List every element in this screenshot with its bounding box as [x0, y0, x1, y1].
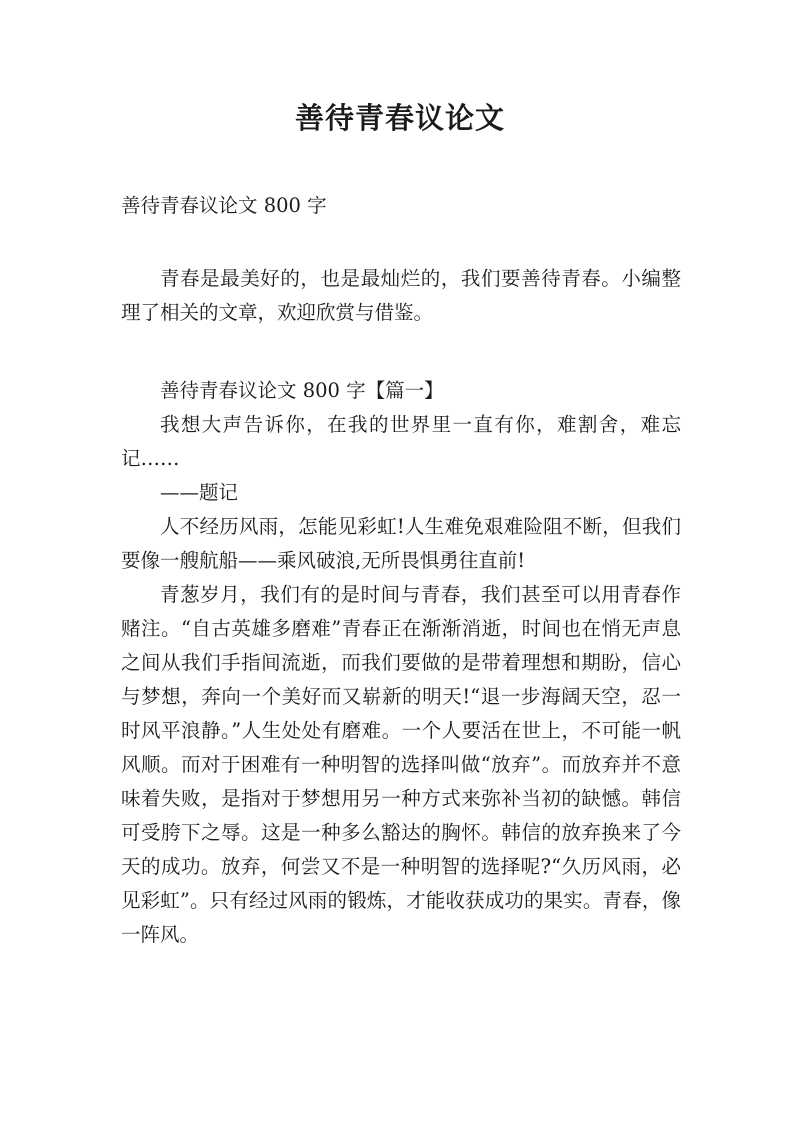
section-heading: 善待青春议论文 800 字【篇一】	[160, 379, 444, 402]
body-paragraph: 人不经历风雨，怎能见彩虹!人生难免艰难险阻不断，但我们要像一艘航船——乘风破浪,无所畏惧勇往直前!	[121, 515, 681, 572]
intro-block	[121, 262, 681, 330]
epigraph-note: ——题记	[160, 481, 239, 504]
section-block	[121, 374, 681, 952]
body-paragraph: 我想大声告诉你，在我的世界里一直有你，难割舍，难忘记……	[121, 413, 681, 470]
body-paragraph: 青葱岁月，我们有的是时间与青春，我们甚至可以用青春作赌注。“自古英雄多磨难”青春正在渐渐消逝，时间也在悄无声息之间从我们手指间流逝，而我们要做的是带着理想和期盼，信心与梦想，奔向一个美好而又崭新的明天!“退一步海阔天空，忍一时风平浪静。”人生处处有磨难。一个人要活在世上，不可能一帆风顺。而对于困难有一种明智的选择叫做“放弃”。而放弃并不意味着失败，是指对于梦想用另一种方式来弥补当初的缺憾。韩信可受胯下之辱。这是一种多么豁达的胸怀。韩信的放弃换来了今天的成功。放弃，何尝又不是一种明智的选择呢?“久历风雨，必见彩虹”。只有经过风雨的锻炼，才能收获成功的果实。青春，像一阵风。	[121, 583, 681, 946]
intro-paragraph: 青春是最美好的，也是最灿烂的，我们要善待青春。小编整理了相关的文章，欢迎欣赏与借鉴。	[121, 267, 681, 324]
document-subtitle: 善待青春议论文 800 字	[121, 194, 327, 217]
document-title: 善待青春议论文	[294, 101, 505, 135]
